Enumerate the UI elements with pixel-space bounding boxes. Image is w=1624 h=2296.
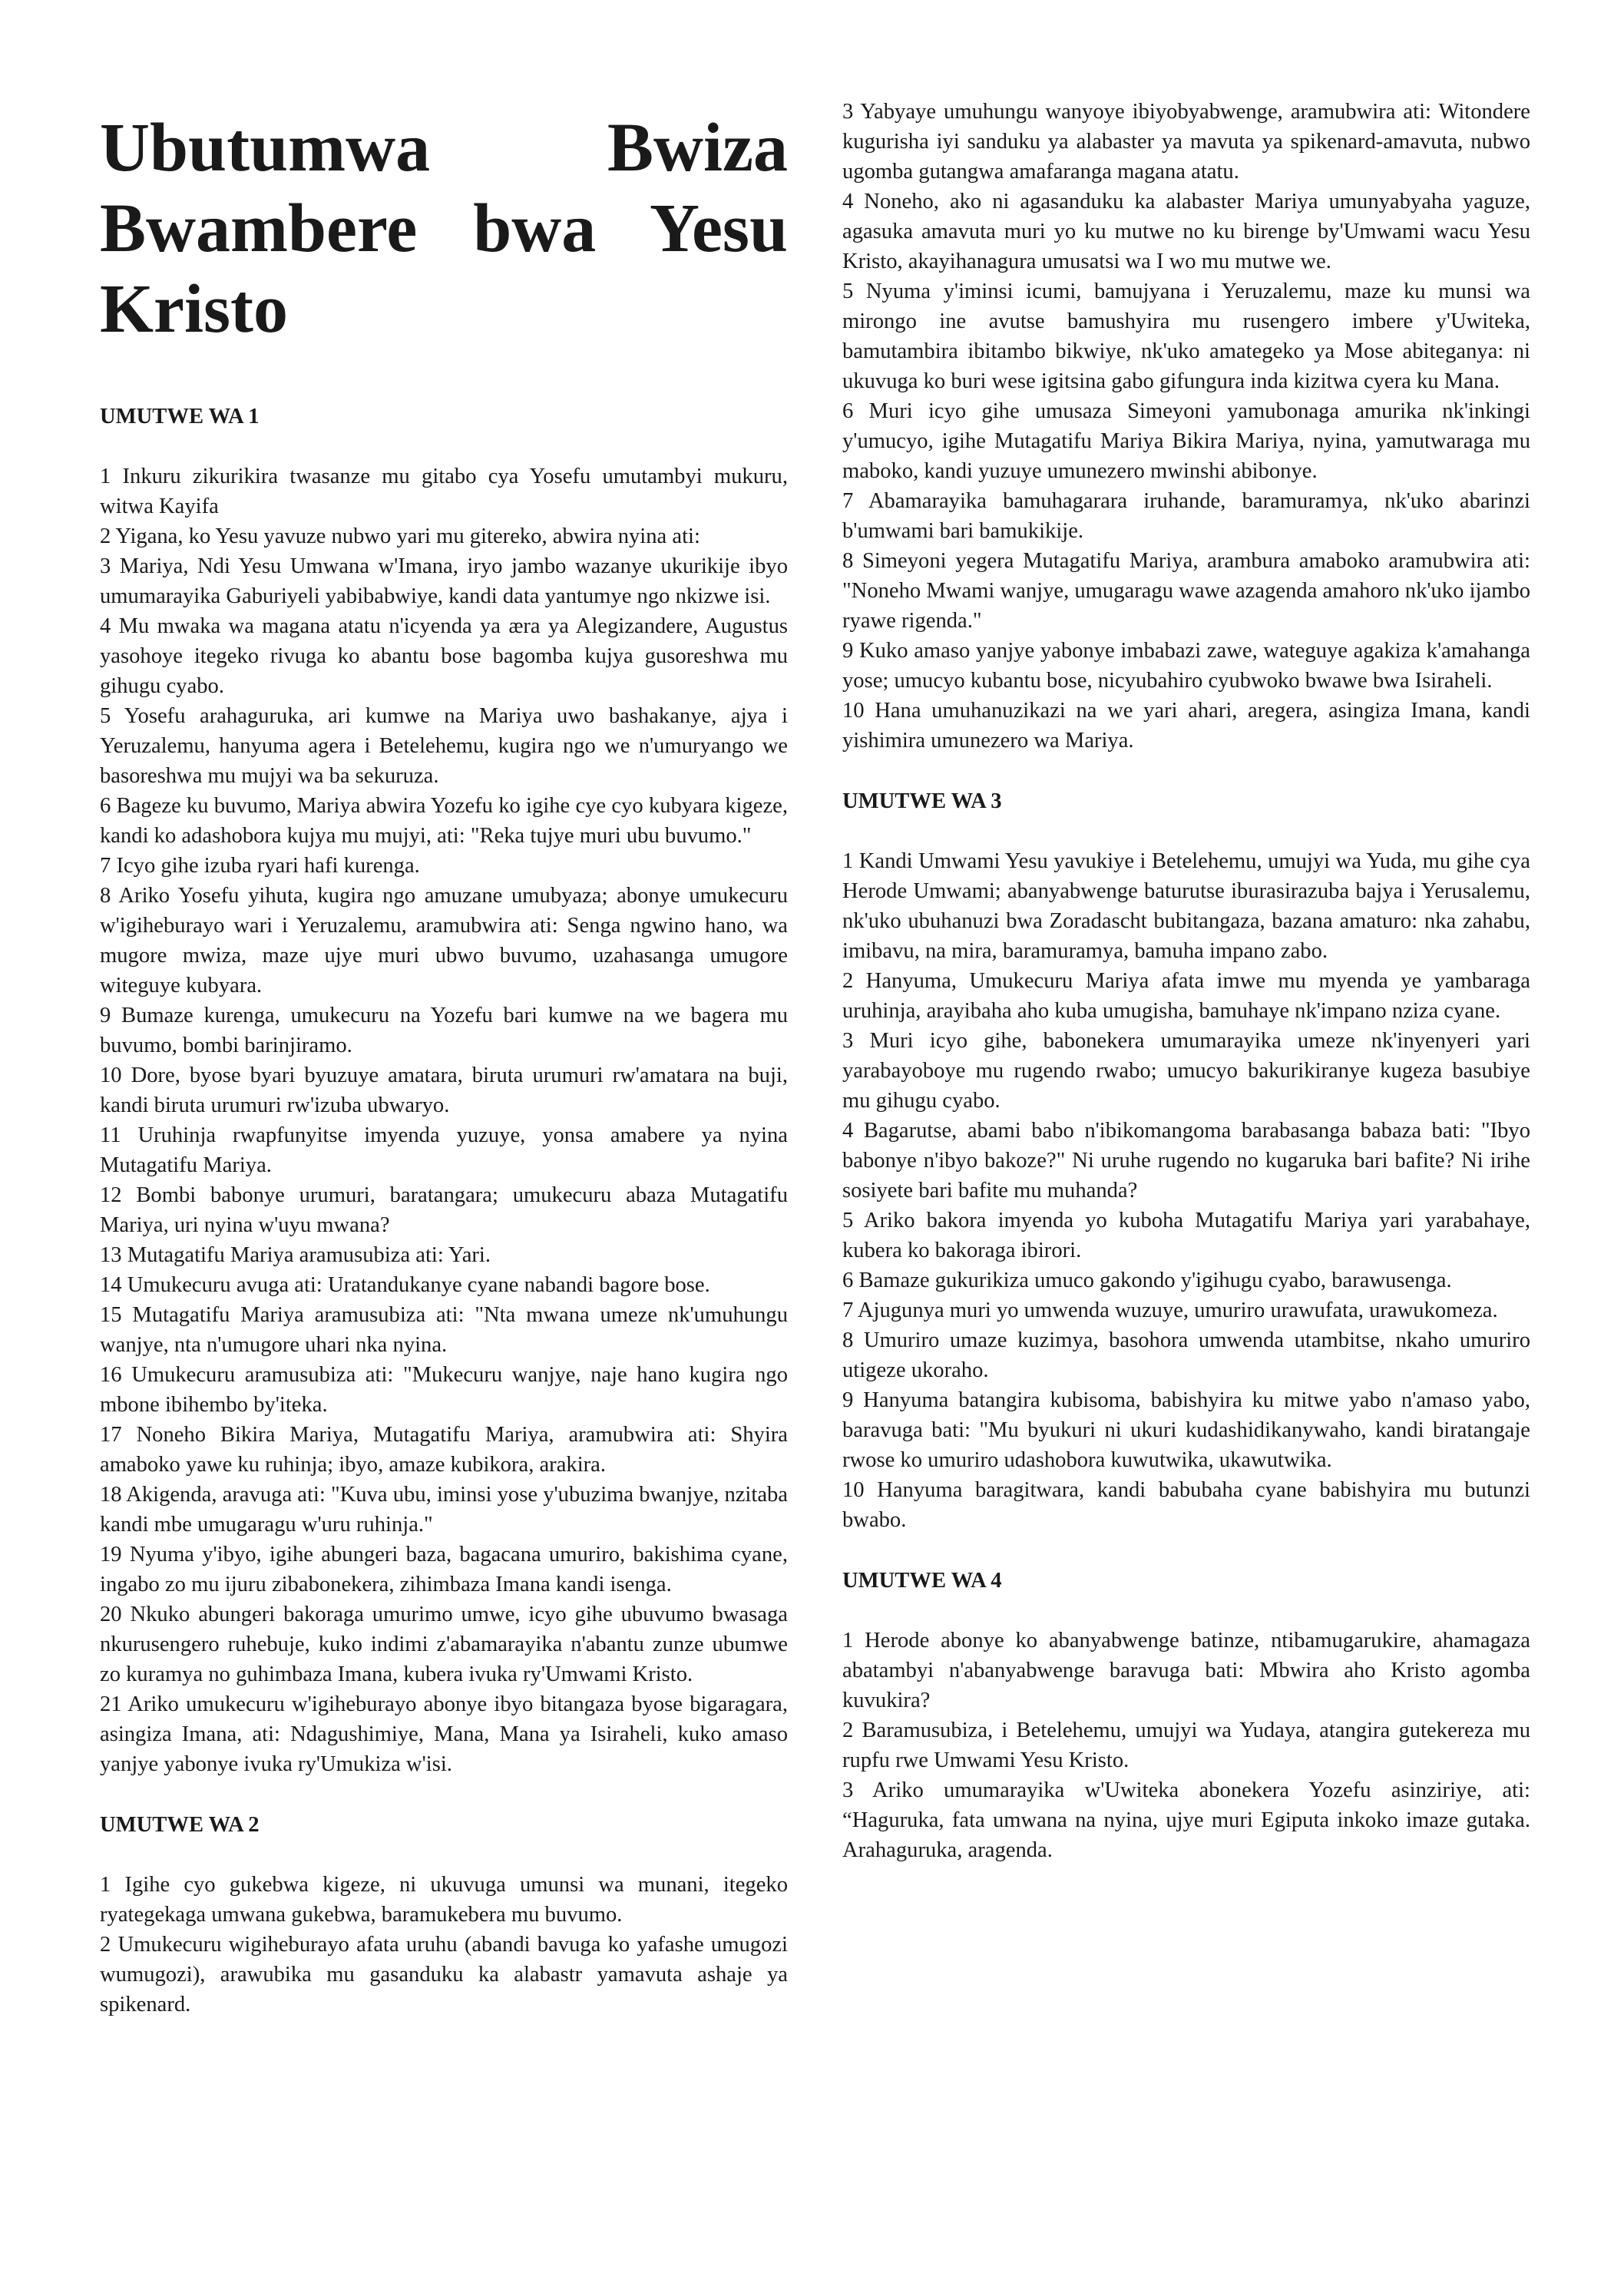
right-column	[842, 97, 1530, 1865]
verse: 11 Uruhinja rwapfunyitse imyenda yuzuye, yonsa amabere ya nyina Mutagatifu Mariya.	[100, 1123, 788, 1177]
verse: 13 Mutagatifu Mariya aramusubiza ati: Yari.	[100, 1243, 491, 1267]
verse: 1 Igihe cyo gukebwa kigeze, ni ukuvuga umunsi wa munani, itegeko ryategekaga umwana gukebwa, baramukebera mu buvumo.	[100, 1873, 788, 1927]
verse: 9 Hanyuma batangira kubisoma, babishyira ku mitwe yabo n'amaso yabo, baravuga bati: "Mu byukuri ni ukuri kudashidikanywaho, kandi biratangaje rwose ko umuriro udashobora kuwutwika, ukawutwika.	[842, 1388, 1530, 1472]
chapter-1-heading: UMUTWE WA 1	[100, 405, 260, 428]
verse: 3 Yabyaye umuhungu wanyoye ibiyobyabwenge, aramubwira ati: Witondere kugurisha iyi sanduku ya alabaster ya mavuta ya spikenard-amavuta, nubwo ugomba gutangwa amafaranga magana atatu.	[842, 100, 1530, 184]
verse: 5 Ariko bakora imyenda yo kuboha Mutagatifu Mariya yari yarabahaye, kubera ko bakoraga ibirori.	[842, 1209, 1530, 1262]
verse: 16 Umukecuru aramusubiza ati: "Mukecuru wanjye, naje hano kugira ngo mbone ibihembo by'iteka.	[100, 1363, 788, 1417]
verse: 6 Bamaze gukurikiza umuco gakondo y'igihugu cyabo, barawusenga.	[842, 1269, 1452, 1292]
chapter-2-heading: UMUTWE WA 2	[100, 1813, 260, 1837]
chapter-2-verses-part-2	[842, 97, 1530, 756]
verse: 2 Hanyuma, Umukecuru Mariya afata imwe mu myenda ye yambaraga uruhinja, arayibaha aho kuba umugisha, bamuhaye nk'impano nziza cyane.	[842, 969, 1530, 1023]
chapter-4-verses	[842, 1626, 1530, 1865]
verse: 3 Mariya, Ndi Yesu Umwana w'Imana, iryo jambo wazanye ukurikije ibyo umumarayika Gaburiyeli yabibabwiye, kandi data yantumye ngo nkizwe isi.	[100, 554, 788, 608]
verse: 9 Bumaze kurenga, umukecuru na Yozefu bari kumwe na we bagera mu buvumo, bombi barinjiramo.	[100, 1004, 788, 1057]
verse: 2 Umukecuru wigiheburayo afata uruhu (abandi bavuga ko yafashe umugozi wumugozi), arawubika mu gasanduku ka alabastr yamavuta ashaje ya spikenard.	[100, 1933, 788, 2016]
verse: 7 Ajugunya muri yo umwenda wuzuye, umuriro urawufata, urawukomeza.	[842, 1299, 1498, 1322]
verse: 20 Nkuko abungeri bakoraga umurimo umwe, icyo gihe ubuvumo bwasaga nkurusengero ruhebuje, kuko indimi z'abamarayika n'abantu zunze ubumwe zo kuramya no guhimbaza Imana, kubera ivuka ry'Umwami Kristo.	[100, 1603, 788, 1686]
verse: 5 Yosefu arahaguruka, ari kumwe na Mariya uwo bashakanye, ajya i Yeruzalemu, hanyuma agera i Betelehemu, kugira ngo we n'umuryango we basoreshwa mu mujyi wa ba sekuruza.	[100, 704, 788, 788]
chapter-1-verses	[100, 462, 788, 1779]
verse: 12 Bombi babonye urumuri, baratangara; umukecuru abaza Mutagatifu Mariya, uri nyina w'uyu mwana?	[100, 1183, 788, 1237]
verse: 15 Mutagatifu Mariya aramusubiza ati: "Nta mwana umeze nk'umuhungu wanjye, nta n'umugore uhari nka nyina.	[100, 1303, 788, 1357]
verse: 14 Umukecuru avuga ati: Uratandukanye cyane nabandi bagore bose.	[100, 1273, 710, 1297]
verse: 6 Bageze ku buvumo, Mariya abwira Yozefu ko igihe cye cyo kubyara kigeze, kandi ko adashobora kujya mu mujyi, ati: "Reka tujye muri ubu buvumo."	[100, 794, 788, 848]
verse: 3 Ariko umumarayika w'Uwiteka abonekera Yozefu asinziriye, ati: “Haguruka, fata umwana na nyina, ujye muri Egiputa inkoko imaze gutaka. Arahaguruka, aragenda.	[842, 1778, 1530, 1862]
verse: 21 Ariko umukecuru w'igiheburayo abonye ibyo bitangaza byose bigaragara, asingiza Imana, ati: Ndagushimiye, Mana, Mana ya Isiraheli, kuko amaso yanjye yabonye ivuka ry'Umukiza w'isi.	[100, 1692, 788, 1776]
verse: 4 Mu mwaka wa magana atatu n'icyenda ya ӕra ya Alegizandere, Augustus yasohoye itegeko rivuga ko abantu bose bagomba kujya gusoreshwa mu gihugu cyabo.	[100, 614, 788, 698]
verse: 8 Ariko Yosefu yihuta, kugira ngo amuzane umubyaza; abonye umukecuru w'igiheburayo wari i Yeruzalemu, aramubwira ati: Senga ngwino hano, wa mugore mwiza, maze ujye muri ubwo buvumo, uzahasanga umugore witeguye kubyara.	[100, 884, 788, 997]
verse: 9 Kuko amaso yanjye yabonye imbabazi zawe, wateguye agakiza k'amahanga yose; umucyo kubantu bose, nicyubahiro cyubwoko bwawe bwa Isiraheli.	[842, 639, 1530, 693]
verse: 1 Inkuru zikurikira twasanze mu gitabo cya Yosefu umutambyi mukuru, witwa Kayifa	[100, 465, 788, 518]
verse: 17 Noneho Bikira Mariya, Mutagatifu Mariya, aramubwira ati: Shyira amaboko yawe ku ruhinja; ibyo, amaze kubikora, arakira.	[100, 1423, 788, 1477]
verse: 10 Hana umuhanuzikazi na we yari ahari, aregera, asingiza Imana, kandi yishimira umunezero wa Mariya.	[842, 699, 1530, 753]
verse: 19 Nyuma y'ibyo, igihe abungeri baza, bagacana umuriro, bakishima cyane, ingabo zo mu ijuru zibabonekera, zihimbaza Imana kandi isenga.	[100, 1543, 788, 1596]
chapter-3-verses	[842, 846, 1530, 1535]
chapter-3-heading: UMUTWE WA 3	[842, 789, 1002, 813]
verse: 3 Muri icyo gihe, babonekera umumarayika umeze nk'inyenyeri yari yarabayoboye mu rugendo rwabo; umucyo bakurikiranye kugeza basubiye mu gihugu cyabo.	[842, 1029, 1530, 1113]
verse: 4 Noneho, ako ni agasanduku ka alabaster Mariya umunyabyaha yaguze, agasuka amavuta muri yo ku mutwe no ku birenge by'Umwami wacu Yesu Kristo, akayihanagura umusatsi wa I wo mu mutwe we.	[842, 190, 1530, 273]
verse: 1 Herode abonye ko abanyabwenge batinze, ntibamugarukire, ahamagaza abatambyi n'abanyabwenge baravuga bati: Mbwira aho Kristo agomba kuvukira?	[842, 1629, 1530, 1712]
chapter-4-heading: UMUTWE WA 4	[842, 1569, 1002, 1593]
verse: 2 Yigana, ko Yesu yavuze nubwo yari mu gitereko, abwira nyina ati:	[100, 524, 700, 548]
verse: 10 Hanyuma baragitwara, kandi babubaha cyane babishyira mu butunzi bwabo.	[842, 1478, 1530, 1532]
verse: 1 Kandi Umwami Yesu yavukiye i Betelehemu, umujyi wa Yuda, mu gihe cya Herode Umwami; abanyabwenge baturutse iburasirazuba bajya i Yerusalemu, nk'uko ubuhanuzi bwa Zoradascht bubitangaza, bazana amaturo: nka zahabu, imibavu, na mira, baramuramya, bamuha impano zabo.	[842, 849, 1530, 963]
verse: 7 Abamarayika bamuhagarara iruhande, baramuramya, nk'uko abarinzi b'umwami bari bamukikije.	[842, 489, 1530, 543]
verse: 8 Simeyoni yegera Mutagatifu Mariya, arambura amaboko aramubwira ati: "Noneho Mwami wanjye, umugaragu wawe azagenda amahoro nk'uko ijambo ryawe rigenda."	[842, 549, 1530, 633]
verse: 2 Baramusubiza, i Betelehemu, umujyi wa Yudaya, atangira gutekereza mu rupfu rwe Umwami Yesu Kristo.	[842, 1719, 1530, 1772]
verse: 18 Akigenda, aravuga ati: "Kuva ubu, iminsi yose y'ubuzima bwanjye, nzitaba kandi mbe umugaragu w'uru ruhinja."	[100, 1483, 788, 1537]
verse: 4 Bagarutse, abami babo n'ibikomangoma barabasanga babaza bati: "Ibyo babonye n'ibyo bakoze?" Ni uruhe rugendo no kugaruka bari bafite? Ni irihe sosiyete bari bafite mu muhanda?	[842, 1119, 1530, 1203]
verse: 5 Nyuma y'iminsi icumi, bamujyana i Yeruzalemu, maze ku munsi wa mirongo ine avutse bamushyira mu rusengero imbere y'Uwiteka, bamutambira ibitambo bikwiye, nk'uko amategeko ya Mose abiteganya: ni ukuvuga ko buri wese igitsina gabo gifungura inda kizitwa cyera ku Mana.	[842, 280, 1530, 393]
verse: 8 Umuriro umaze kuzimya, basohora umwenda utambitse, nkaho umuriro utigeze ukoraho.	[842, 1328, 1530, 1382]
left-column	[100, 97, 788, 2020]
document-title: Ubutumwa Bwiza Bwambere bwa Yesu Kristo	[100, 110, 788, 347]
verse: 7 Icyo gihe izuba ryari hafi kurenga.	[100, 854, 420, 878]
verse: 10 Dore, byose byari byuzuye amatara, biruta urumuri rw'amatara na buji, kandi biruta urumuri rw'izuba ubwaryo.	[100, 1064, 788, 1117]
chapter-2-verses-part-1	[100, 1870, 788, 2020]
verse: 6 Muri icyo gihe umusaza Simeyoni yamubonaga amurika nk'inkingi y'umucyo, igihe Mutagatifu Mariya Bikira Mariya, nyina, yamutwaraga mu maboko, kandi yuzuye umunezero mwinshi abibonye.	[842, 399, 1530, 483]
